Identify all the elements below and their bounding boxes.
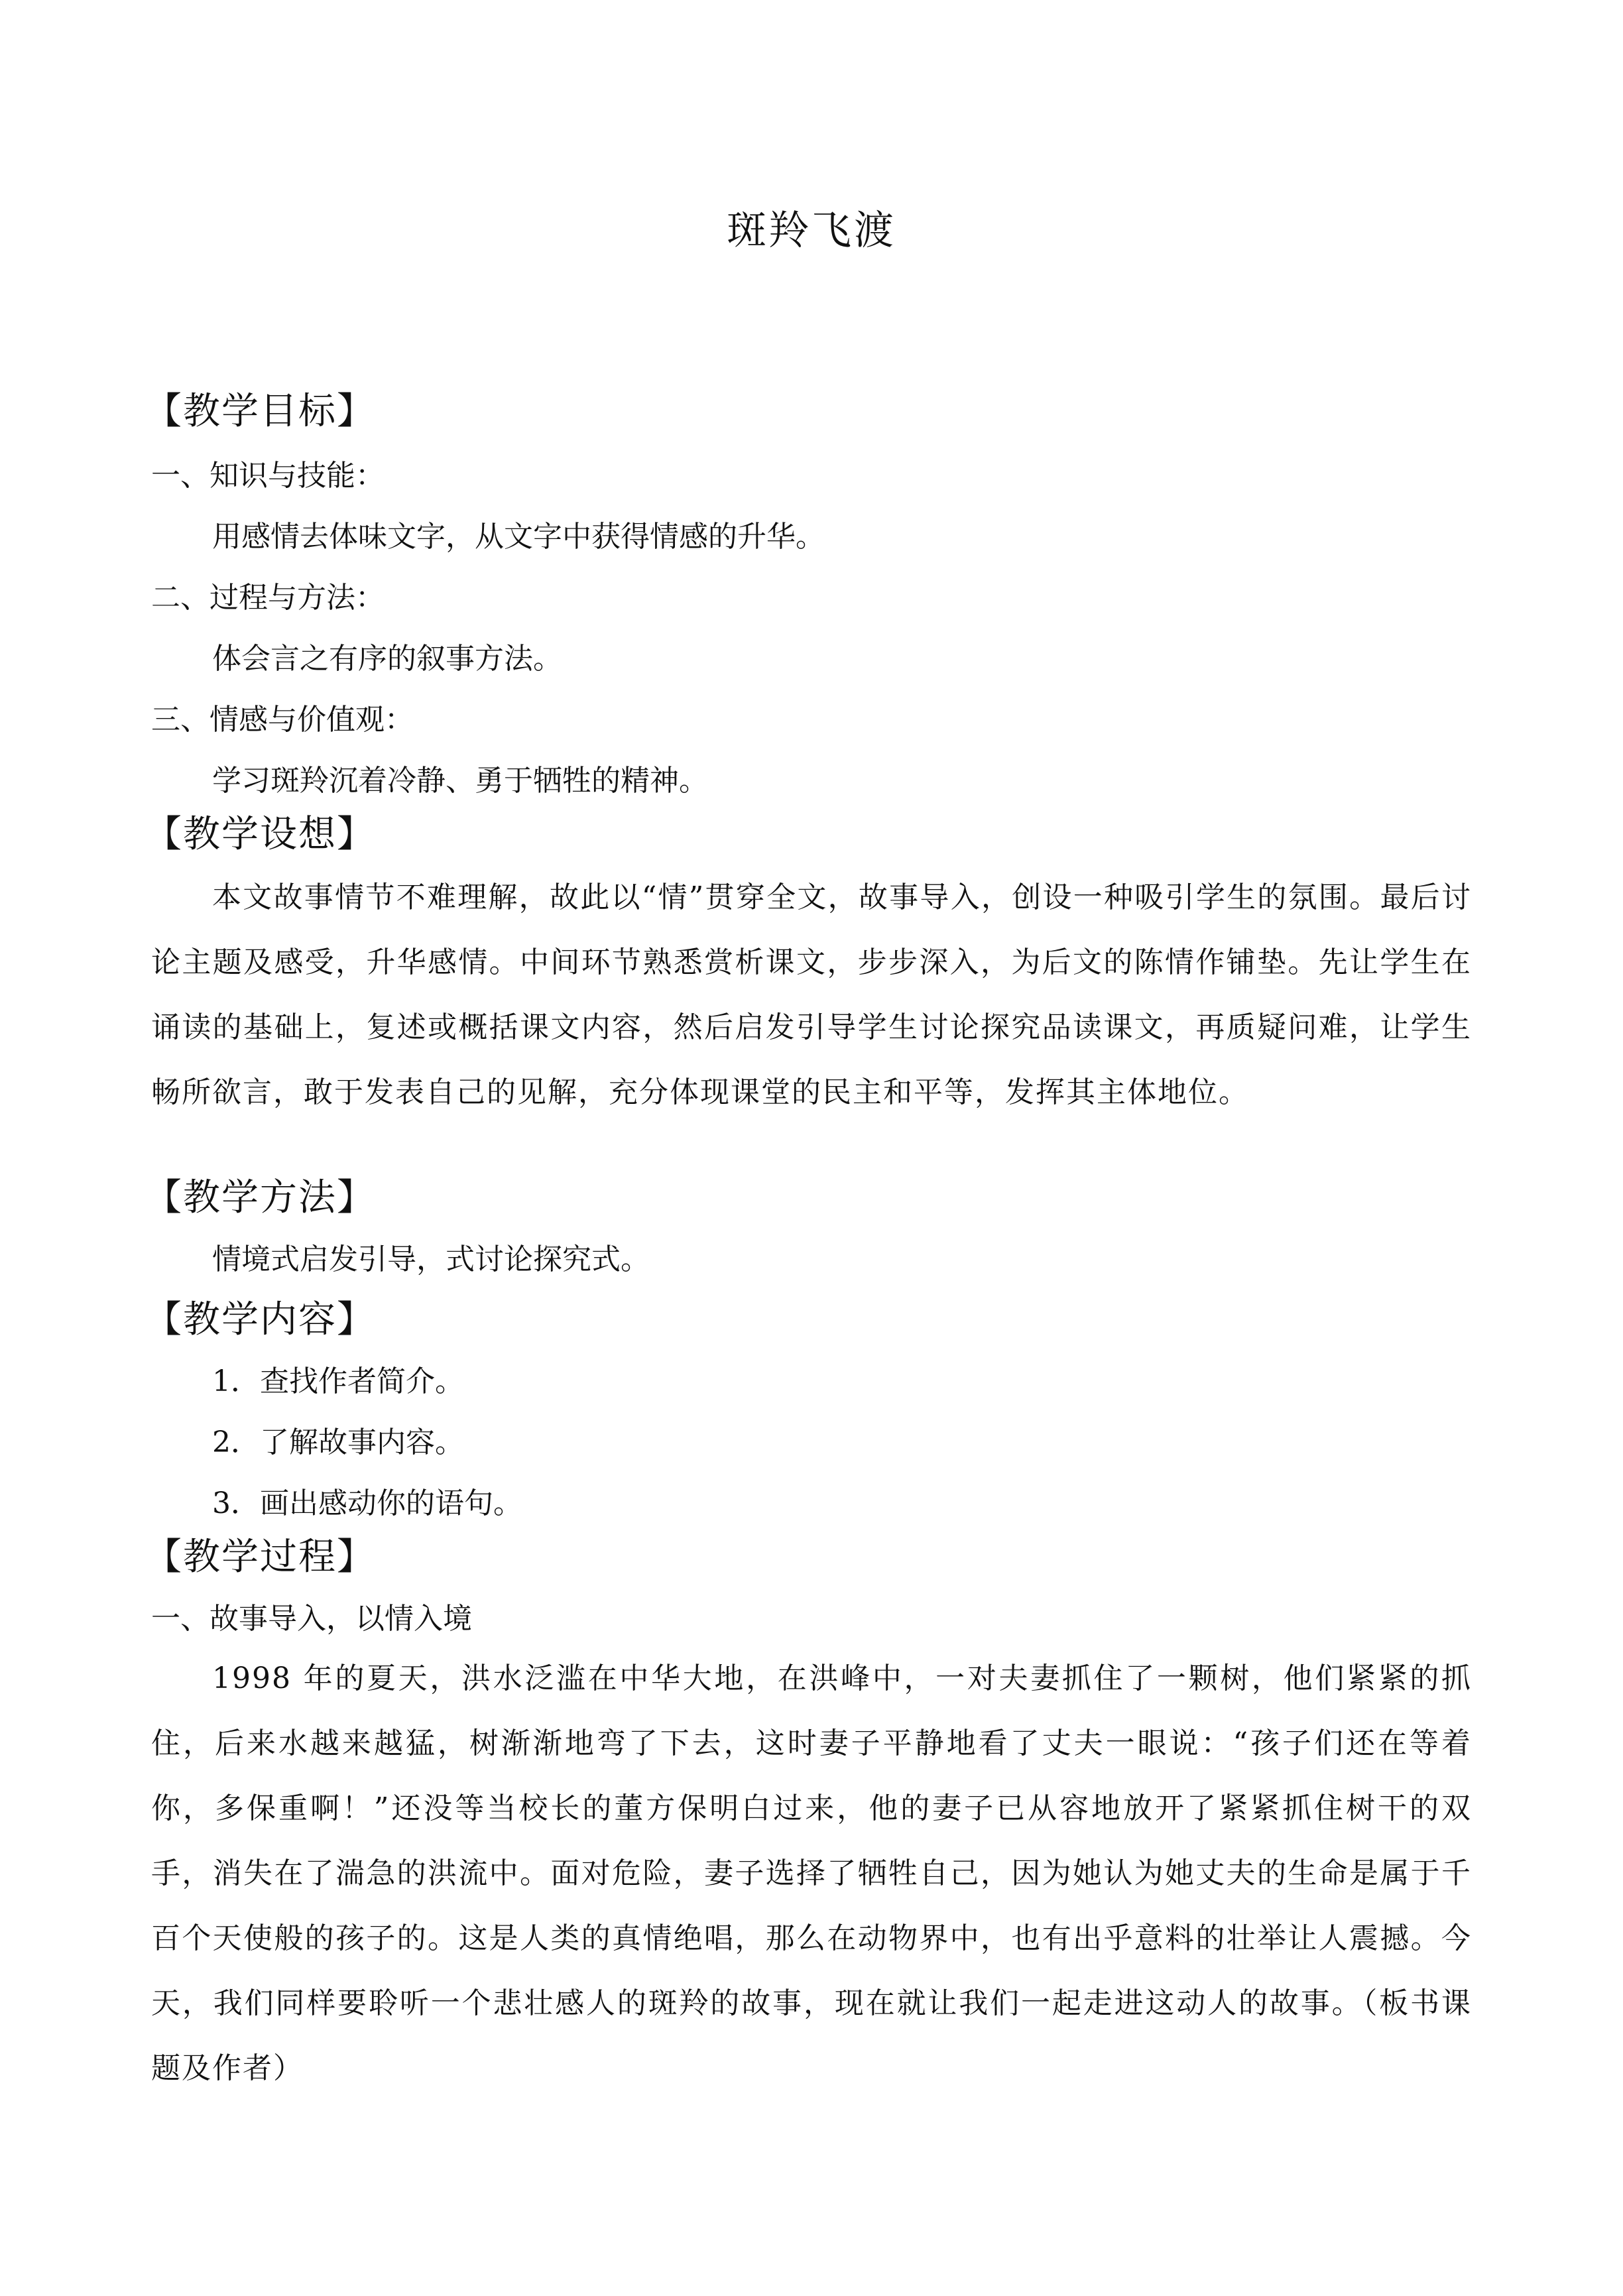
objective-text-2: 体会言之有序的叙事方法。 [212, 642, 562, 676]
heading-methods: 【教学方法】 [145, 1176, 375, 1219]
page-title: 斑羚飞渡 [727, 208, 896, 254]
content-item-1: 1．查找作者简介。 [212, 1364, 464, 1398]
process-story-paragraph: 1998 年的夏天，洪水泛滥在中华大地，在洪峰中，一对夫妻抓住了一颗树，他们紧紧的抓住，后来水越来越猛，树渐渐地弯了下去，这时妻子平静地看了丈夫一眼说：“孩子们还在等着你，多保重啊！”还没等当校长的董方保明白过来，他的妻子已从容地放开了紧紧抓住树干的双手，消失在了湍急的洪流中。面对危险，妻子选择了牺牲自己，因为她认为她丈夫的生命是属于千百个天使般的孩子的。这是人类的真情绝唱，那么在动物界中，也有出乎意料的壮举让人震撼。今天，我们同样要聆听一个悲壮感人的斑羚的故事，现在就让我们一起走进这动人的故事。（板书课题及作者） [151, 1662, 1472, 2085]
content-item-3: 3．画出感动你的语句。 [212, 1486, 522, 1520]
concept-paragraph: 本文故事情节不难理解，故此以“情”贯穿全文，故事导入，创设一种吸引学生的氛围。最后讨论主题及感受，升华感情。中间环节熟悉赏析课文，步步深入，为后文的陈情作铺垫。先让学生在诵读的基础上，复述或概括课文内容，然后启发引导学生讨论探究品读课文，再质疑问难，让学生畅所欲言，敢于发表自己的见解，充分体现课堂的民主和平等，发挥其主体地位。 [151, 880, 1472, 1109]
heading-objectives: 【教学目标】 [145, 390, 375, 433]
content-item-2: 2．了解故事内容。 [212, 1425, 464, 1459]
objective-label-1: 一、知识与技能： [151, 459, 385, 493]
heading-concept: 【教学设想】 [145, 813, 375, 856]
methods-text: 情境式启发引导，式讨论探究式。 [212, 1242, 650, 1276]
heading-process: 【教学过程】 [145, 1536, 375, 1579]
process-step-1-label: 一、故事导入，以情入境 [151, 1602, 472, 1636]
heading-content: 【教学内容】 [145, 1298, 375, 1341]
objective-text-1: 用感情去体味文字，从文字中获得情感的升华。 [212, 520, 825, 554]
objective-text-3: 学习斑羚沉着冷静、勇于牺牲的精神。 [212, 764, 708, 798]
objective-label-3: 三、情感与价值观： [151, 703, 414, 737]
objective-label-2: 二、过程与方法： [151, 581, 385, 615]
